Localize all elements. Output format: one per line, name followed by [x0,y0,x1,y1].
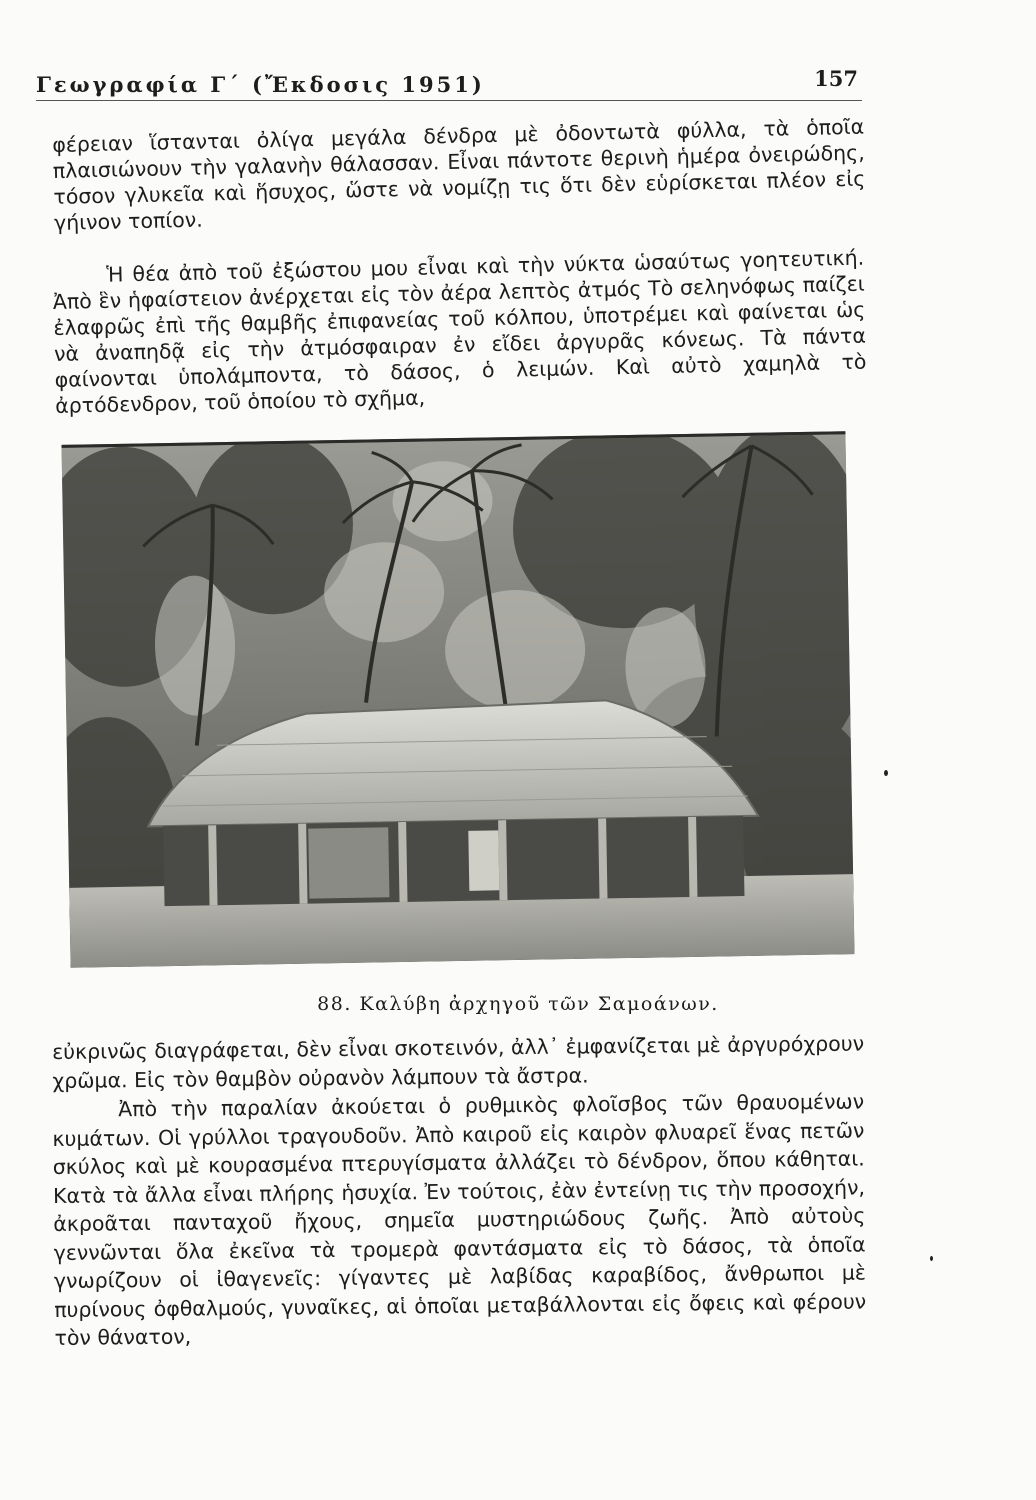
running-head: Γεωγραφία Γ΄ (Ἔκδοσις 1951) [36,72,485,97]
page-header [36,66,862,101]
figure-in-hut [468,830,499,891]
hut-shadow-interior [163,816,744,906]
paragraph: Ἀπὸ τὴν παραλίαν ἀκούεται ὁ ρυθμικὸς φλοῖσβος τῶν θραυομένων κυμάτων. Οἱ γρύλλοι τραγουδοῦν. Ἀπὸ καιροῦ εἰς καιρὸν φλυαρεῖ ἕνας πετῶν σκύλος καὶ μὲ κουρασμένα πτερυγίσματα ἀλλάζει τὸ δένδρον, ὅπου κάθηται. Κατὰ τὰ ἄλλα εἶναι πλήρης ἡσυχία. Ἐν τούτοις, ἐὰν ἐντείνῃ τις τὴν προσοχήν, ἀκροᾶται πανταχοῦ ἤχους, σημεῖα μυστηριώδους ζωῆς. Ἀπὸ αὐτοὺς γεννῶνται ὅλα ἐκεῖνα τὰ τρομερὰ φαντάσματα εἰς τὸ δάσος, τὰ ὁποῖα γνωρίζουν οἱ ἰθαγενεῖς: γίγαντες μὲ λαβίδας καραβίδος, ἄνθρωποι μὲ πυρίνους ὀφθαλμούς, γυναῖκες, αἱ ὁποῖαι μεταβάλλονται εἰς ὄφεις καὶ φέρουν τὸν θάνατον, [52,1089,867,1350]
page-number: 157 [814,66,858,91]
print-speck [930,1256,933,1261]
paragraph: φέρειαν ἵστανται ὀλίγα μεγάλα δένδρα μὲ ὀδοντωτὰ φύλλα, τὰ ὁποῖα πλαισιώνουν τὴν γαλανὴν θάλασσαν. Εἶναι πάντοτε θερινὴ ἡμέρα ὀνειρώδης, τόσον γλυκεῖα καὶ ἥσυχος, ὥστε νὰ νομίζῃ τις ὅτι δὲν εὑρίσκεται πλέον εἰς γήινον τοπίον. [52,114,866,235]
figure-photo [61,431,854,968]
figure-caption: 88. Καλύβη ἀρχηγοῦ τῶν Σαμοάνων. [317,993,719,1015]
print-speck [884,770,888,776]
woven-screen [308,827,389,898]
hut-photo-illustration [62,434,855,968]
paragraph: εὐκρινῶς διαγράφεται, δὲν εἶναι σκοτεινόν, ἀλλ᾽ ἐμφανίζεται μὲ ἀργυρόχρουν χρῶμα. Εἰς τὸν θαμβὸν οὐρανὸν λάμπουν τὰ ἄστρα. [52,1031,865,1093]
paragraph: Ἡ θέα ἀπὸ τοῦ ἐξώστου μου εἶναι καὶ τὴν νύκτα ὡσαύτως γοητευτική. Ἀπὸ ἓν ἡφαίστειον ἀνέρχεται εἰς τὸν ἀέρα λεπτὸς ἀτμός Τὸ σεληνόφως παίζει ἐλαφρῶς ἐπὶ τῆς θαμβῆς ἐπιφανείας τοῦ κόλπου, ὑποτρέμει καὶ φαίνεται ὡς νὰ ἀναπηδᾷ εἰς τὴν ἀτμόσφαιραν ἐν εἴδει ἀργυρᾶς κόνεως. Τὰ πάντα φαίνονται ὑπολάμποντα, τὸ δάσος, ὁ λειμών. Καὶ αὐτὸ χαμηλὰ τὸ ἀρτόδενδρον, τοῦ ὁποίου τὸ σχῆμα, [52,245,867,418]
